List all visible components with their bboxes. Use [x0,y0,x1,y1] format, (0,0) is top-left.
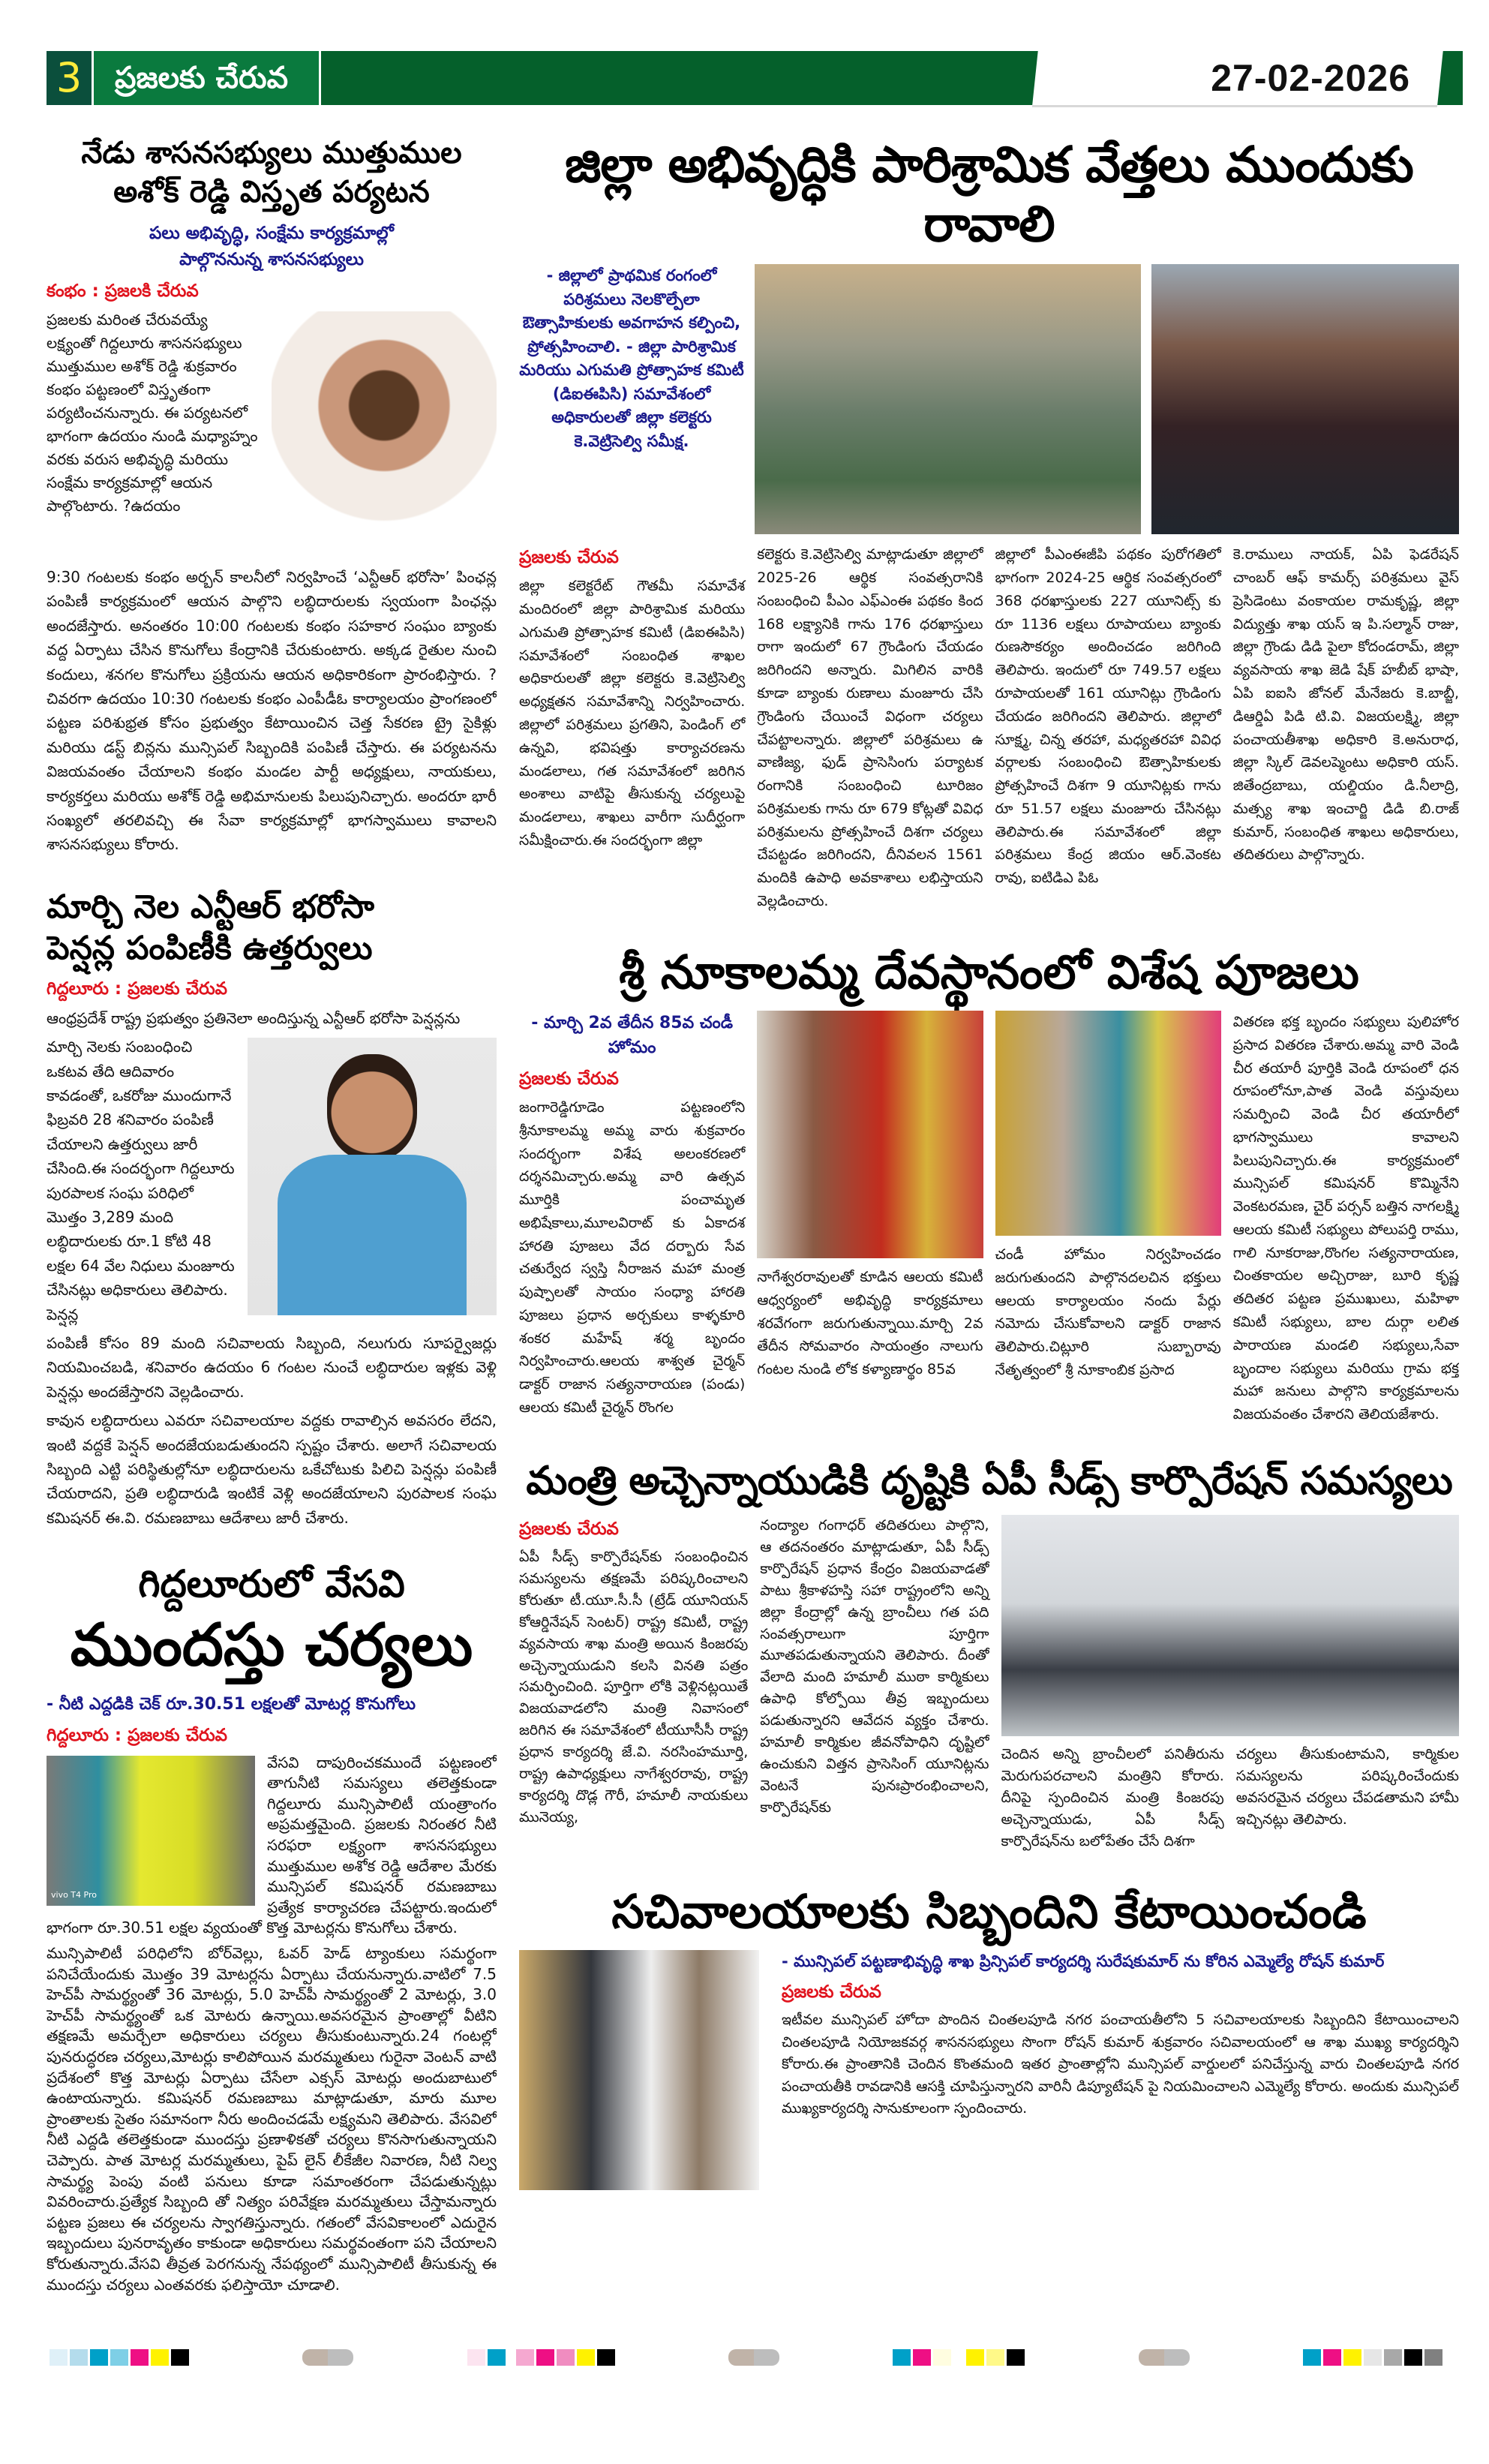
industry-columns [519,543,1459,917]
article-seeds-col2: నంద్యాల గంగాధర్ తదితరులు పాల్గొని, ఆ తదనంతరం మాట్లాడుతూ, ఏపీ సీడ్స్ కార్పొరేషన్ ప్రధాన కేంద్రం విజయవాడతో పాటు శ్రీకాళహస్తి సహా రాష్ట్రంలోని అన్ని జిల్లా కేంద్రాల్లో ఉన్న బ్రాంచీలు గత పది సంవత్సరాలుగా పూర్తిగా మూతపడుతున్నాయని తెలిపారు. దీంతో వేలాది మంది హమాలీ ముఠా కార్మికులు ఉపాధి కోల్పోయి తీవ్ర ఇబ్బందులు పడుతున్నారని ఆవేదన వ్యక్తం చేశారు. హమాలీ కార్మికుల జీవనోపాధిని దృష్టిలో ఉంచుకుని విత్తన ప్రాసెసింగ్ యూనిట్లను వెంటనే పునఃప్రారంభించాలని, కార్పొరేషన్‌కు [760,1517,989,1816]
industry-col-1 [519,543,745,856]
paper-name: ప్రజలకు చేరువ [94,51,319,105]
article-sachivalayam [519,1884,1459,2190]
sachivalayam-text [782,1950,1459,2125]
article-industry-col3: జిల్లాలో పీఎంఈజీపి పథకం పురోగతిలో భాగంగా 2024-25 ఆర్థిక సంవత్సరంలో 368 ధరఖాస్తులకు 227 యూనిట్స్ కు రూ 1136 లక్షలు రూపాయలు బ్యాంకు రుణసౌకర్యం అందించడం జరిగింది తెలిపారు. ఇందులో రూ 749.57 లక్షలు రూపాయలతో 161 యూనిట్లు గ్రౌండింగు చేయడం జరిగిందని తెలిపారు. జిల్లాలో సూక్ష్మ, చిన్న తరహా, మధ్యతరహా వివిధ వర్గాలకు సంబంధించి ఔత్సాహికులకు ప్రోత్సహించే దిశగా 9 యూనిట్లకు గాను రూ 51.57 లక్షలు మంజూరు చేసినట్లు తెలిపారు.ఈ సమావేశంలో జిల్లా పరిశ్రమలు కేంద్ర జియం ఆర్.వెంకట రావు, ఐటిడిఎ పిఓ [995,546,1221,887]
seeds-col-1 [519,1515,748,1832]
page-number: 3 [47,51,92,105]
article-temple-col4: వితరణ భక్త బృందం సభ్యులు పులిహోర ప్రసాద వితరణ చేశారు.అమ్మ వారి వెండి చీర తయారీ పూర్తికి వెండి రూపంలో ధన రూపంలోనూ,పాత వెండి వస్తువులు సమర్పించి వెండి చీర తయారీలో భాగస్వాములు కావాలని పిలుపునిచ్చారు.ఈ కార్యక్రమంలో మున్సిపల్ కమిషనర్ కొమ్మినేని వెంకటరమణ, చైర్ పర్సన్ బత్తిన నాగలక్ష్మి ఆలయ కమిటీ సభ్యులు పోలుపర్తి రాము, గాలి నూకరాజు,రొంగల సత్యనారాయణ, చింతకాయల అచ్చిరాజు, బూరి కృష్ణ తదితర పట్టణ ప్రముఖులు, మహిళా కమిటీ సభ్యులు, బాల దుర్గా లలిత పారాయణ మండలి సభ్యులు,సేవా బృందాల సభ్యులు మరియు గ్రామ భక్త మహా జనులు పాల్గొని కార్యక్రమాలను విజయవంతం చేశారని తెలియజేశారు. [1232,1014,1459,1423]
article-industry-col2: కలెక్టరు కె.వెట్రిసెల్వి మాట్లాడుతూ జిల్లాలో 2025-26 ఆర్థిక సంవత్సరానికి సంబంధించి పీఎం ఎఫ్ఎంఈ పథకం కింద 168 లక్ష్యానికి గాను 176 ధరఖాస్తులు రాగా ఇందులో 67 గ్రౌండింగు చేయడం జరిగిందని అన్నారు. మిగిలిన వారికి కూడా బ్యాంకు రుణాలు మంజూరు చేసి గ్రౌండింగు చేయించే విధంగా చర్యలు చేపట్టాలన్నారు. జిల్లాలో పరిశ్రమలు ఉ వాణిజ్య, ఫుడ్ ప్రాసెసింగు పర్యాటక రంగానికి సంబంధించి టూరిజం పరిశ్రమలకు గాను రూ 679 కోట్లతో వివిధ పరిశ్రమలను ప్రోత్సహించే దిశగా చర్యలు చేపట్టడం జరిగిందని, దీనివలన 1561 మందికి ఉపాధి అవకాశాలు లభిస్తాయని వెల్లడించారు. [757,546,983,909]
headline-summer-line2: ముందస్తు చర్యలు [70,1612,473,1680]
temple-columns [519,1011,1459,1431]
dateline-seeds: ప్రజలకు చేరువ [519,1519,619,1540]
color-swatch [171,2349,189,2366]
temple-col-3 [995,1011,1221,1387]
headline-ashok-line1: నేడు శాసనసభ్యులు ముత్తుముల [81,136,462,170]
article-body-sachivalayam: ఇటీవల మున్సిపల్ హోదా పొందిన చింతలపూడి నగర పంచాయతీలోని 5 సచివాలయాలకు సిబ్బందిని కేటాయించాలని చింతలపూడి నియోజకవర్గ శాసనసభ్యులు సొంగా రోషన్ కుమార్ శుక్రవారం సచివాలయంలో ఆ శాఖ ముఖ్య కార్యదర్శిని కోరారు.ఈ ప్రాంతానికి చెందిన కొంతమంది ఇతర ప్రాంతాల్లోని మున్సిపల్ వార్డులలో పనిచేస్తున్న వారు చింతలపూడి నగర పంచాయతీకి రావడానికి ఆసక్తి చూపిస్తున్నారని వారినీ డిప్యూటేషన్ పై నియమించాలని ఎమ్మెల్యే కోరారు. అందుకు మున్సిపల్ ముఖ్యకార్యదర్శి సానుకూలంగా స్పందించారు. [782,2012,1459,2117]
industry-top-row [519,264,1459,534]
color-swatch [467,2349,485,2366]
photo-mla-ashok-reddy [272,311,497,559]
left-column [47,135,497,2327]
article-seeds-corp [519,1458,1459,1857]
photo-official-ntr [248,1038,497,1315]
photo-stamp: vivo T4 Pro [51,1889,97,1900]
color-swatch [90,2349,108,2366]
sachivalayam-row [519,1950,1459,2190]
color-swatch [1404,2349,1422,2366]
seeds-subcolumns [1001,1744,1460,1856]
article-body-ntr-wide: పంపిణీ కోసం 89 మంది సచివాలయ సిబ్బంది, నలుగురు సూపర్వైజర్లు నియమించబడి, శనివారం ఉదయం 6 గంటల నుంచే లబ్ధిదారుల ఇళ్లకు వెళ్లి పెన్షన్లు అందజేస్తారని వెల్లడించారు. [47,1333,497,1401]
headline-sachivalayam: సచివాలయాలకు సిబ్బందిని కేటాయించండి [611,1883,1367,1939]
color-swatch [1007,2349,1025,2366]
color-swatch [557,2349,575,2366]
color-swatch [1384,2349,1402,2366]
subhead-industry: - జిల్లాలో ప్రాథమిక రంగంలో పరిశ్రమలు నెలకొల్పేలా ఔత్సాహికులకు అవగాహన కల్పించి, ప్రోత్సహించాలి. - జిల్లా పారిశ్రామిక మరియు ఎగుమతి ప్రోత్సాహక కమిటీ (డిఐఈపిసి) సమావేశంలో అధికారులతో జిల్లా కలెక్టరు కె.వెట్రిసెల్వి సమీక్ష. [519,266,744,450]
color-swatch [1343,2349,1361,2366]
color-swatch [151,2349,169,2366]
photo-committee-meeting [755,264,1141,534]
subhead-ashok: పలు అభివృద్ధి, సంక్షేమ కార్యక్రమాల్లో పాల్గొననున్న శాసనసభ్యులు [149,224,394,269]
article-ntr-bharosa [47,888,497,1534]
article-body-ashok-wide: 9:30 గంటలకు కంభం అర్బన్ కాలనీలో నిర్వహించే ‘ఎన్టీఆర్ భరోసా’ పింఛన్ల పంపిణీ కార్యక్రమంలో ఆయన పాల్గొని లబ్ధిదారులకు స్వయంగా పింఛన్లు అందజేస్తారు. అనంతరం 10:00 గంటలకు కంభం సహకార సంఘం బ్యాంకు వద్ద ఏర్పాటు చేసిన కొనుగోలు కేంద్రానికి చేరుకుంటారు. అక్కడ రైతుల నుంచి కందులు, శనగల కొనుగోలు ప్రక్రియను ఆయన అధికారికంగా ప్రారంభిస్తారు. ?చివరగా ఉదయం 10:30 గంటలకు కంభం ఎంపీడీఓ కార్యాలయం ప్రాంగణంలో పట్టణ పరిశుభ్రత కోసం ప్రభుత్వం కేటాయించిన చెత్త సేకరణ ట్రై సైకిళ్లు మరియు డస్ట్ బిన్లను మున్సిపల్ సిబ్బందికి పంపిణీ చేస్తారు. ఈ పర్యటనను విజయవంతం చేయాలని కంభం మండల పార్టీ అధ్యక్షులు, నాయకులు, కార్యకర్తలు మరియు అశోక్ రెడ్డి అభిమానులకు పిలుపునిచ్చారు. అందరూ భారీ సంఖ్యలో తరలివచ్చి ఈ సేవా కార్యక్రమాల్లో భాగస్వాములు కావాలని శాసనసభ్యులు కోరారు. [47,568,497,854]
article-seeds-col1: ఏపీ సీడ్స్ కార్పొరేషన్‌కు సంబంధించిన సమస్యలను తక్షణమే పరిష్కరించాలని కోరుతూ టీ.యూ.సీ.సీ (ట్రేడ్ యూనియన్ కోఆర్డినేషన్ సెంటర్) రాష్ట్ర కమిటీ, రాష్ట్ర వ్యవసాయ శాఖ మంత్రి అయిన కింజరపు అచ్చెన్నాయుడుని కలసి వినతి పత్రం సమర్పించింది. పూర్తిగా లోకి వెళ్లినట్లయితే విజయవాడలోని మంత్రి నివాసంలో జరిగిన ఈ సమావేశంలో టీయూసీసీ రాష్ట్ర ప్రధాన కార్యదర్శి జే.వి. నరసింహమూర్తి, రాష్ట్ర ఉపాధ్యక్షులు నాగేశ్వరరావు, రాష్ట్ర కార్యదర్శి దొడ్ల గౌరీ, హమాలీ నాయకులు మునెయ్య, [519,1549,749,1825]
color-swatch [893,2349,911,2366]
color-swatch [488,2349,506,2366]
page-header [0,0,1489,105]
color-bar-2 [467,2349,615,2366]
headline-seeds: మంత్రి అచ్చెన్నాయుడికి దృష్టికి ఏపీ సీడ్స్ కార్పొరేషన్ సమస్యలు [526,1458,1452,1504]
color-swatch [516,2349,534,2366]
photo-mla-roshan-kumar [519,1950,759,2190]
subhead-temple: - మార్చి 2వ తేదీన 85వ చండీ హోమం [531,1014,733,1058]
color-swatch [70,2349,88,2366]
subhead-summer: - నీటి ఎద్దడికి చెక్ రూ.30.51 లక్షలతో మోటర్ల కొనుగోలు [47,1694,416,1714]
seeds-col-3-4 [1001,1515,1460,1856]
color-swatch [508,2349,514,2366]
article-ashok-reddy [47,135,497,861]
color-bar-4 [1303,2349,1442,2366]
issue-date: 27-02-2026 [1211,57,1410,99]
subhead-sachivalayam: - మున్సిపల్ పట్టణాభివృద్ధి శాఖ ప్రిన్సిపల్ కార్యదర్శి సురేషకుమార్ ను కోరిన ఎమ్మెల్యే రోషన్ కుమార్ [782,1952,1385,1970]
photo-collector [1151,264,1459,534]
temple-col-1 [519,1011,745,1424]
color-swatch [966,2349,984,2366]
dateline-sachivalayam: ప్రజలకు చేరువ [782,1982,881,2003]
article-body-summer-wide: మున్సిపాలిటీ పరిధిలోని బోర్‌వెల్లు, ఓవర్ హెడ్ ట్యాంకులు సమర్థంగా పనిచేయేందుకు మొత్తం 39 మోటర్లను ఏర్పాటు చేయనున్నారు.వాటిలో 7.5 హెచ్‌పీ సామర్థ్యంతో 36 మోటర్లు, 5.0 హెచ్‌పీ సామర్థ్యంతో 2 మోటర్లు, 3.0 హెచ్‌పీ సామర్థ్యంతో ఒక మోటరు ఉన్నాయి.అవసరమైన ప్రాంతాల్లో వీటిని తక్షణమే అమర్చేలా అధికారులు చర్యలు తీసుకుంటున్నారు.24 గంటల్లో పునరుద్ధరణ చర్యలు,మోటర్లు కాలిపోయిన మరమ్మతులు గురైనా వెంటన్ వాటి ప్రదేశంలో కొత్త మోటర్లు ఏర్పాటు చేసేలా ఎక్సస్ మోటర్లు అందుబాటులో ఉంటాయన్నారు. కమిషనర్ రమణబాబు మాట్లాడుతూ, మారు మూల ప్రాంతాలకు సైతం సమానంగా నీరు అందించడమే లక్ష్యమని తెలిపారు. వేసవిలో నీటి ఎద్దడి తలెత్తకుండా ముందస్తు ప్రణాళికతో చర్యలు కొనసాగుతున్నాయని చెప్పారు. పాత మోటర్ల మరమ్మతులు, పైప్ లైన్ లీకేజీల నివారణ, నీటి నిల్వ సామర్థ్య పెంపు వంటి పనులు కూడా సమాంతరంగా చేపడుతున్నట్లు వివరించారు.ప్రత్యేక సిబ్బంది తో నిత్యం పరివేక్షణ మరమ్మతులు చేస్తామన్నారు పట్టణ ప్రజలు ఈ చర్యలను స్వాగతిస్తున్నారు. గతంలో వేసవికాలంలో ఎదురైన ఇబ్బందులు పునరావృతం కాకుండా అధికారులు సమర్థవంతంగా పని చేయాలని కోరుతున్నారు.వేసవి తీవ్రత పెరగనున్న నేపథ్యంలో మున్సిపాలిటీ తీసుకున్న ఈ ముందస్తు చర్యలు ఎంతవరకు ఫలిస్తాయో చూడాలి. [47,1944,497,2294]
color-swatch [1364,2349,1382,2366]
headline-summer-line1: గిద్దలూరులో వేసవి [138,1562,405,1606]
photo-seeds-petition [1001,1515,1460,1736]
article-lead-ntr: ఆంధ్రప్రదేశ్ రాష్ట్ర ప్రభుత్వం ప్రతినెలా అందిస్తున్న ఎన్టీఆర్ భరోసా పెన్షన్లను [47,1008,461,1027]
right-column [519,135,1459,2327]
color-bar-3 [893,2349,1025,2366]
registration-mark [302,2349,353,2366]
article-industry [519,135,1459,918]
dateline-temple: ప్రజలకు చేరువ [519,1069,619,1089]
headline-temple: శ్రీ నూకాలమ్మ దేవస్థానంలో విశేష పూజలు [619,944,1359,999]
print-marks [0,2327,1489,2396]
dateline-ashok: కంభం : ప్రజలకి చేరువ [47,281,199,301]
headline-ntr-line2: పెన్షన్ల పంపిణీకి ఉత్తర్వులు [47,930,373,968]
color-swatch [1323,2349,1341,2366]
color-swatch [50,2349,68,2366]
registration-mark [1139,2349,1190,2366]
article-temple-col3: చండీ హోమం నిర్వహించడం జరుగుతుందని పాల్గొనదలచిన భక్తులు ఆలయ కార్యాలయం నందు పేర్లు నమోదు చేసుకోవాలని డాక్టర్ రాజాన తెలిపారు.చిట్లూరి సుబ్బారావు నేతృత్వంలో శ్రీ నూకాంబిక ప్రసాద [995,1246,1221,1378]
article-temple-col2: నాగేశ్వరరావులతో కూడిన ఆలయ కమిటీ ఆధ్వర్యంలో అభివృద్ధి కార్యక్రమాలు శరవేగంగా జరుగుతున్నాయి.మార్చి 2వ తేదీన సోమవారం సాయంత్రం నాలుగు గంటల నుండి లోక కళ్యాణార్థం 85వ [757,1269,983,1378]
article-body-ntr-wide2: కావున లబ్ధిదారులు ఎవరూ సచివాలయాల వద్దకు రావాల్సిన అవసరం లేదని, ఇంటి వద్దకే పెన్షన్ అందజేయబడుతుందని స్పష్టం చేశారు. అలాగే సచివాలయ సిబ్బంది ఎట్టి పరిస్థితుల్లోనూ లబ్ధిదారులను ఒకేచోటుకు పిలిచి పెన్షన్లు పంపిణీ చేయరాదని, ప్రతి లబ్ధిదారుడి ఇంటికే వెళ్లి అందజేయాలని పురపాలక సంఘ కమిషనర్ ఈ.వి. రమణబాబు ఆదేశాలు జారీ చేశారు. [47,1411,497,1527]
page-body [0,105,1489,2327]
dateline-ntr: గిద్దలూరు : ప్రజలకు చేరువ [47,978,228,999]
article-body-summer-narrow: వేసవి దాపురించకముందే పట్టణంలో తాగునీటి సమస్యలు తలెత్తకుండా గిద్దలూరు మున్సిపాలిటీ యంత్రాంగం అప్రమత్తమైంది. ప్రజలకు నిరంతర నీటి సరఫరా లక్ష్యంగా శాసనసభ్యులు ముత్తుముల అశోక రెడ్డి ఆదేశాల మేరకు మున్సిపల్ కమిషనర్ రమణబాబు ప్రత్యేక కార్యాచరణ చేపట్టారు.ఇందులో భాగంగా రూ.30.51 లక్షల వ్యయంతో కొత్త మోటర్లను కొనుగోలు చేశారు. [47,1753,497,1937]
dateline-industry: ప్రజలకు చేరువ [519,548,619,568]
article-seeds-col4: చర్యలు తీసుకుంటామని, కార్మికుల సమస్యలను పరిష్కరించేందుకు అవసరమైన చర్యలు చేపడతామని హామీ ఇచ్చినట్లు తెలిపారు. [1235,1746,1459,1828]
color-swatch [536,2349,554,2366]
article-body-ashok-narrow: ప్రజలకు మరింత చేరువయ్యే లక్ష్యంతో గిద్దలూరు శాసనసభ్యులు ముత్తుముల అశోక్ రెడ్డి శుక్రవారం కంభం పట్టణంలో విస్తృతంగా పర్యటించనున్నారు. ఈ పర్యటనలో భాగంగా ఉదయం నుండి మధ్యాహ్నం వరకు వరుస అభివృద్ధి మరియు సంక్షేమ కార్యక్రమాల్లో ఆయన పాల్గొంటారు. ?ఉదయం [47,311,258,515]
article-summer-measures [47,1561,497,2300]
color-swatch [913,2349,931,2366]
headline-ashok-line2: అశోక్ రెడ్డి విస్తృత పర్యటన [113,175,430,209]
article-seeds-col3: చెందిన అన్ని బ్రాంచీలలో పనితీరును మెరుగుపరచాలని మంత్రిని కోరారు. దీనిపై స్పందించిన మంత్రి కింజరపు అచ్చెన్నాయుడు, ఏపీ సీడ్స్ కార్పొరేషన్‌ను బలోపేతం చేసే దిశగా [1001,1746,1224,1850]
photo-motors [47,1756,255,1906]
registration-mark [728,2349,779,2366]
article-temple [519,945,1459,1431]
photo-temple-devotees [995,1011,1221,1236]
article-temple-col1: జంగారెడ్డిగూడెం పట్టణంలోని శ్రీనూకాలమ్మ అమ్మ వారు శుక్రవారం సందర్భంగా విశేష అలంకరణలో దర్శనమిచ్చారు.అమ్మ వారి ఉత్సవ మూర్తికి పంచామృత అభిషేకాలు,మూలవిరాట్ కు ఏకాదశ హారతి పూజలు వేద దర్బారు సేవ చతుర్వేద స్వస్తి నీరాజన మహా మంత్ర పుష్పాలతో సాయం సంధ్యా హారతి పూజలు ప్రధాన అర్చకులు కాళ్ళకూరి శంకర మహేష్ శర్మ బృందం నిర్వహించారు.ఆలయ శాశ్వత చైర్మన్ డాక్టర్ రాజాన సత్యనారాయణ (పండు) ఆలయ కమిటీ చైర్మన్ రొంగల [519,1099,746,1416]
photo-temple-deity [757,1011,983,1258]
headline-ntr-line1: మార్చి నెల ఎన్టీఆర్ భరోసా [47,888,374,926]
color-swatch [1424,2349,1442,2366]
headline-industry: జిల్లా అభివృద్ధికి పారిశ్రామిక వేత్తలు ముందుకు రావాలి [565,136,1413,254]
color-swatch [597,2349,615,2366]
article-body-ntr-narrow: మార్చి నెలకు సంబంధించి ఒకటవ తేది ఆదివారం కావడంతో, ఒకరోజు ముందుగానే ఫిబ్రవరి 28 శనివారం పంపిణీ చేయాలని ఉత్తర్వులు జారీ చేసింది.ఈ సందర్భంగా గిద్దలూరు పురపాలక సంఘ పరిధిలో మొత్తం 3,289 మంది లబ్ధిదారులకు రూ.1 కోటి 48 లక్షల 64 వేల నిధులు మంజూరు చేసినట్లు అధికారులు తెలిపారు. పెన్షన్ల [47,1038,235,1324]
article-industry-col4: కె.రాములు నాయక్, ఏపి ఫెడరేషన్ చాంబర్ ఆఫ్ కామర్స్ పరిశ్రమలు వైస్ ప్రెసిడెంటు వంకాయల రామకృష్ణ, జిల్లా విద్యుత్తు శాఖ యస్ ఇ పి.సల్మాన్ రాజు, జిల్లా గ్రౌండు డిడి పైలా కోదండరామ్, జిల్లా వ్యవసాయ శాఖ జెడి షేక్ హబీబ్ భాషా, ఏపి ఐఐసి జోనల్ మేనేజరు కె.బాబ్జీ, డిఆర్డిఏ పిడి టి.వి. విజయలక్ష్మి, జిల్లా పంచాయతీశాఖ అధికారి కె.అనురాధ, జిల్లా స్కిల్ డెవలప్మెంటు అధికారి యస్. జితేంద్రబాబు, యల్డియం డి.నీలాద్రి, మత్స్య శాఖ ఇంచార్జి డిడి బి.రాజ్ కుమార్, సంబంధిత శాఖలు అధికారులు, తదితరులు పాల్గొన్నారు. [1232,546,1459,864]
temple-col-2 [757,1011,983,1386]
color-swatch [110,2349,128,2366]
color-swatch [1303,2349,1321,2366]
color-bar-1 [50,2349,189,2366]
color-swatch [933,2349,951,2366]
color-swatch [131,2349,149,2366]
color-swatch [953,2349,964,2366]
color-swatch [986,2349,1004,2366]
article-industry-col1: జిల్లా కలెక్టరేట్ గౌతమీ సమావేశ మందిరంలో జిల్లా పారిశ్రామిక మరియు ఎగుమతి ప్రోత్సాహక కమిటీ (డిఐఈపిసి) సమావేశంలో సంబంధిత శాఖల అధికారులతో జిల్లా కలెక్టరు కె.వెట్రిసెల్వి అధ్యక్షతన సమావేశాన్ని నిర్వహించారు. జిల్లాలో పరిశ్రమలు ప్రగతిని, పెండింగ్ లో ఉన్నవి, భవిషత్తు కార్యాచరణను మండలాలు, గత సమావేశంలో జరిగిన అంశాలు వాటిపై తీసుకున్న చర్యలుపై మండలాలు, శాఖలు వారీగా సుదీర్ఘంగా సమీక్షించారు.ఈ సందర్భంగా జిల్లా [519,578,746,849]
seeds-columns [519,1515,1459,1856]
dateline-summer: గిద్దలూరు : ప్రజలకు చేరువ [47,1725,228,1745]
color-swatch [577,2349,595,2366]
